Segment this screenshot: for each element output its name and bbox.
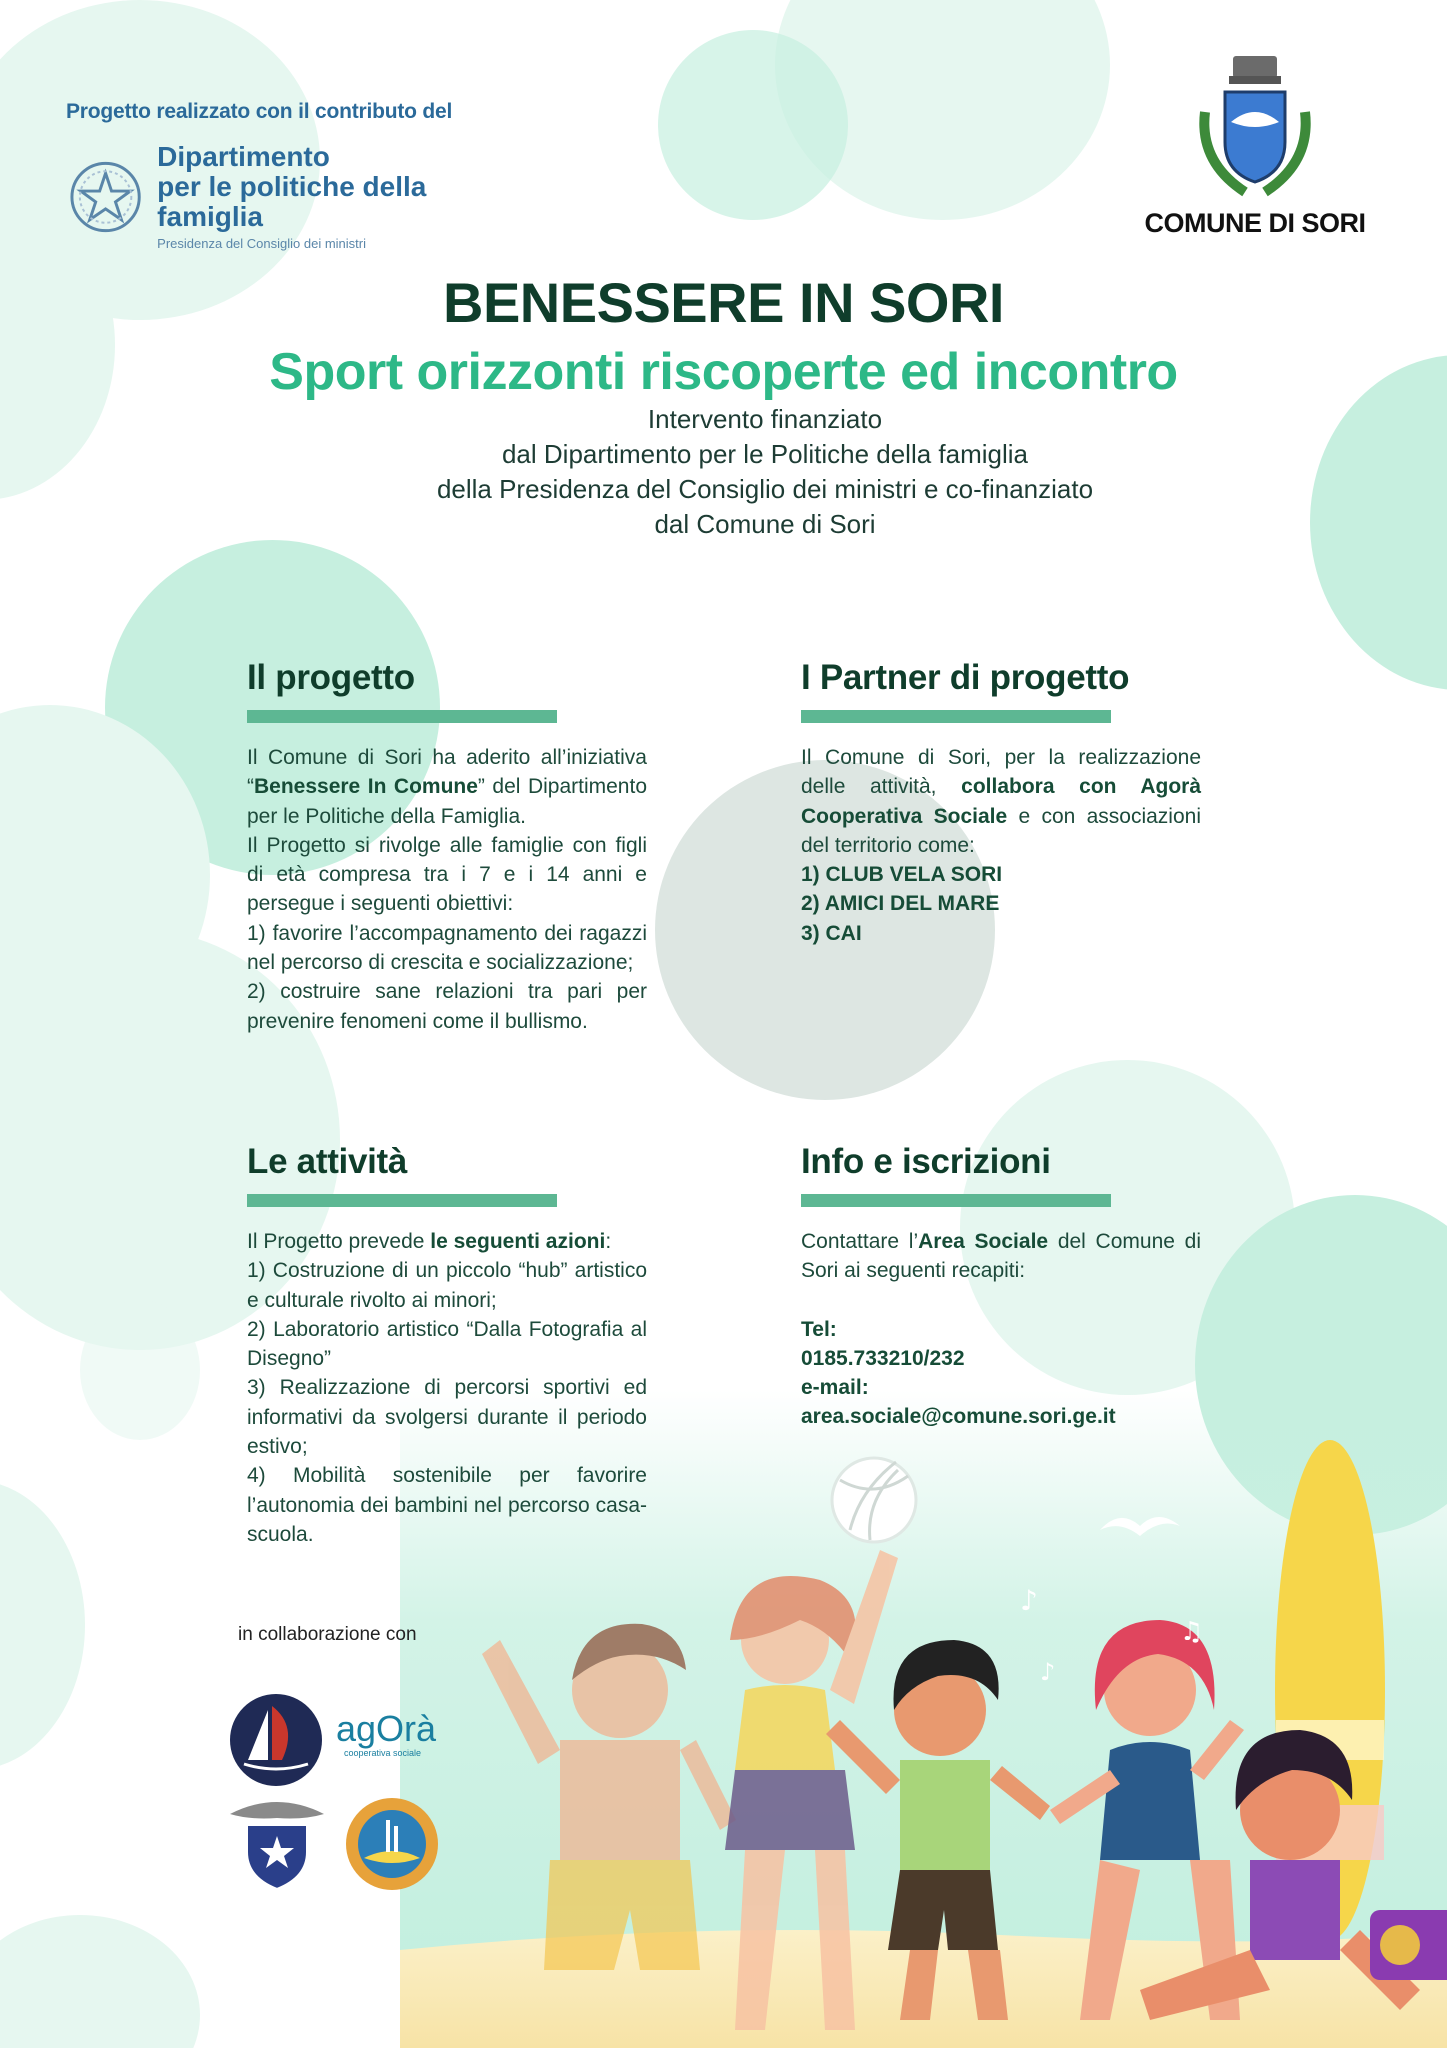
section-divider	[247, 1194, 557, 1207]
funding-caption: Progetto realizzato con il contributo del	[66, 100, 453, 123]
email-address[interactable]: area.sociale@comune.sori.ge.it	[801, 1405, 1116, 1429]
section-divider	[801, 710, 1111, 723]
agora-subtitle: cooperativa sociale	[344, 1748, 422, 1758]
club-vela-sori-logo-icon	[228, 1692, 324, 1788]
svg-text:♪: ♪	[1020, 1584, 1038, 1617]
comune-crest-icon	[1195, 52, 1315, 202]
partner-item: 3) CAI	[801, 921, 862, 945]
section-title: Il progetto	[247, 658, 415, 697]
section-body: Il Progetto prevede le seguenti azioni: 1) Costruzione di un piccolo “hub” artistico e culturale rivolto ai minori; 2) Laboratorio artistico “Dalla Fotografia al Disegno” 3) Realizzazione di percorsi sportivi ed informativi da svolgersi durante il periodo estivo; 4) Mobilità sostenibile per favorire l’autonomia dei bambini nel percorso casa-scuola.	[247, 1230, 647, 1546]
page-title: BENESSERE IN SORI	[443, 271, 1004, 334]
department-logo	[66, 142, 536, 251]
tel-number[interactable]: 0185.733210/232	[801, 1346, 965, 1370]
section-info	[801, 1142, 1201, 1432]
section-progetto	[247, 658, 647, 1036]
bg-bubble	[80, 1300, 200, 1440]
comune-name: COMUNE DI SORI	[1144, 208, 1366, 238]
bg-bubble	[0, 1480, 85, 1770]
email-label: e-mail:	[801, 1376, 869, 1400]
section-attivita	[247, 1142, 647, 1549]
funding-statement: Intervento finanziato dal Dipartimento per le Politiche della famiglia della Presidenza del Consiglio dei ministri e co-finanziato dal Comune di Sori	[436, 404, 1094, 539]
funding-department-block	[66, 100, 536, 251]
section-partner	[801, 658, 1201, 948]
department-name: Dipartimento per le politiche della famiglia	[157, 141, 427, 232]
page-subtitle: Sport orizzonti riscoperte ed incontro	[269, 343, 1178, 401]
bg-bubble	[658, 30, 848, 220]
bg-bubble	[0, 1915, 200, 2048]
cai-logo-icon	[224, 1794, 330, 1894]
section-title: Info e iscrizioni	[801, 1142, 1051, 1181]
partner-item: 2) AMICI DEL MARE	[801, 892, 1000, 916]
comune-logo	[1140, 52, 1370, 239]
section-body: Contattare l’Area Sociale del Comune di Sori ai seguenti recapiti: Tel: 0185.733210/232 e-mail: area.sociale@comune.sori.ge.it	[801, 1230, 1202, 1429]
department-subtitle: Presidenza del Consiglio dei ministri	[157, 236, 366, 251]
svg-text:♪: ♪	[1040, 1658, 1056, 1686]
section-body: Il Comune di Sori, per la realizzazione delle attività, collabora con Agorà Cooperativa Sociale e con associazioni del territorio come: 1) CLUB VELA SORI 2) AMICI DEL MARE 3) CAI	[801, 746, 1201, 945]
collaboration-label: in collaborazione con	[238, 1624, 417, 1645]
section-title: Le attività	[247, 1142, 408, 1181]
svg-text:♫: ♫	[1180, 1617, 1204, 1647]
agora-logo	[336, 1708, 436, 1758]
italian-republic-emblem-icon	[66, 157, 145, 237]
amici-del-mare-logo-icon	[344, 1796, 440, 1892]
section-title: I Partner di progetto	[801, 658, 1130, 697]
section-divider	[801, 1194, 1111, 1207]
section-divider	[247, 710, 557, 723]
section-body: Il Comune di Sori ha aderito all’iniziativa “Benessere In Comune” del Dipartimento per le Politiche della Famiglia. Il Progetto si rivolge alle famiglie con figli di età compresa tra i 7 e i 14 anni e persegue i seguenti obiettivi: 1) favorire l’accompagnamento dei ragazzi nel percorso di crescita e socializzazione; 2) costruire sane relazioni tra pari per prevenire fenomeni come il bullismo.	[247, 746, 647, 1033]
partner-item: 1) CLUB VELA SORI	[801, 863, 1003, 887]
tel-label: Tel:	[801, 1317, 837, 1341]
agora-name: agOrà	[336, 1708, 437, 1749]
